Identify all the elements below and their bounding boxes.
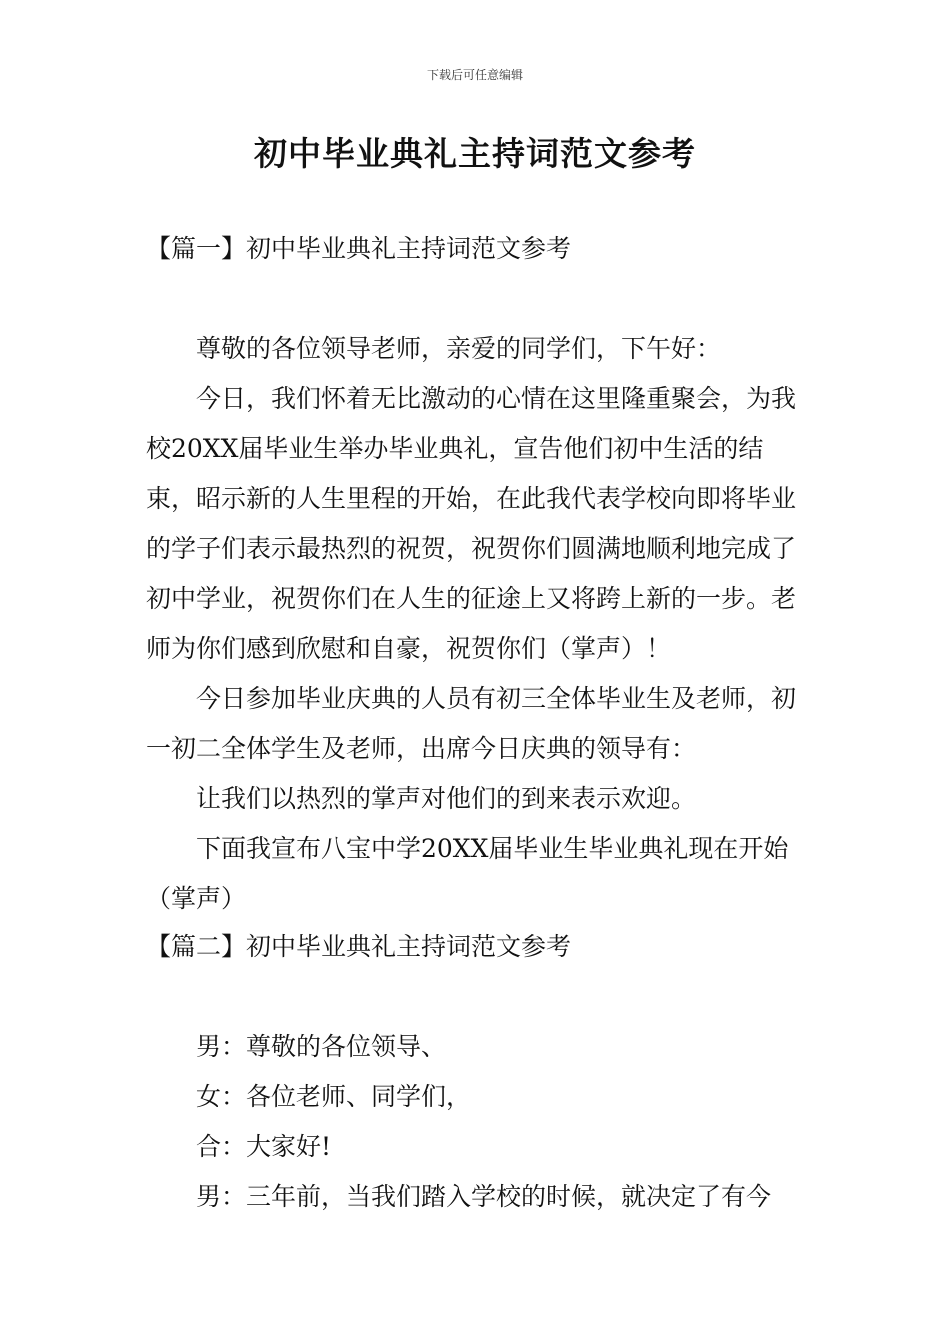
paragraph: 让我们以热烈的掌声对他们的到来表示欢迎。 [196,784,697,813]
paragraph: 今日参加毕业庆典的人员有初三全体毕业生及老师，初一初二全体学生及老师，出席今日庆典的领导有： [146,684,797,763]
dialogue-line: 女：各位老师、同学们， [196,1082,472,1111]
document-title: 初中毕业典礼主持词范文参考 [254,134,696,173]
dialogue-line: 男：尊敬的各位领导、 [196,1032,447,1061]
section-2-heading: 【篇二】初中毕业典礼主持词范文参考 [146,932,572,961]
paragraph: 尊敬的各位领导老师，亲爱的同学们，下午好： [196,334,722,363]
section-1-heading: 【篇一】初中毕业典礼主持词范文参考 [146,234,572,263]
header-note: 下载后可任意编辑 [426,68,523,82]
dialogue-line: 合：大家好! [196,1132,332,1161]
section-2-body [146,1022,810,1222]
paragraph: 今日，我们怀着无比激动的心情在这里隆重聚会，为我校20XX届毕业生举办毕业典礼，宣告他们初中生活的结束，昭示新的人生里程的开始，在此我代表学校向即将毕业的学子们表示最热烈的祝贺，祝贺你们圆满地顺利地完成了初中学业，祝贺你们在人生的征途上又将跨上新的一步。老师为你们感到欣慰和自豪，祝贺你们（掌声）！ [146,384,797,663]
section-1-body [146,324,810,924]
paragraph: 下面我宣布八宝中学20XX届毕业生毕业典礼现在开始（掌声） [146,834,789,913]
dialogue-line: 男：三年前，当我们踏入学校的时候，就决定了有今 [196,1182,772,1211]
